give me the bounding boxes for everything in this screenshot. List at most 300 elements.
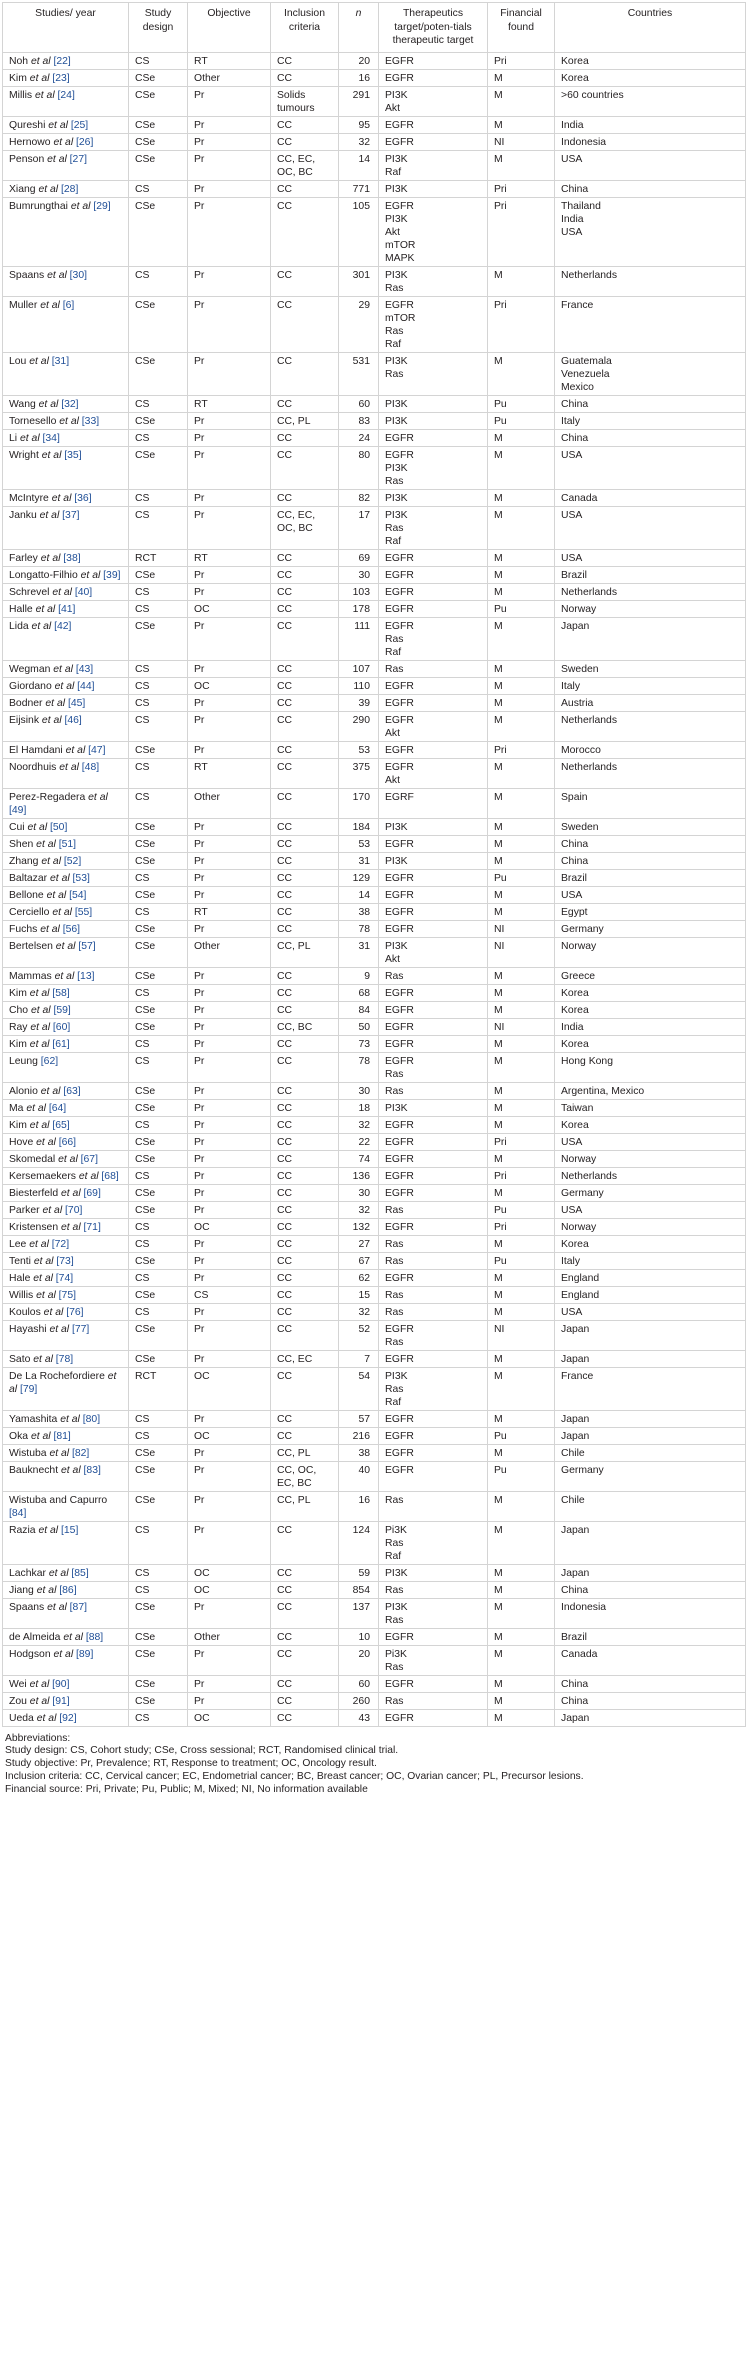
study-author: Bertelsen [9, 940, 53, 952]
reference-link[interactable]: [68] [101, 1170, 119, 1182]
table-row [3, 1628, 746, 1645]
reference-link[interactable]: [37] [62, 509, 80, 521]
target-item: Ras [385, 633, 404, 645]
study-et-al: et al [60, 1187, 81, 1199]
cell-design: RCT [129, 549, 188, 566]
study-et-al: et al [55, 940, 76, 952]
reference-link[interactable]: [40] [74, 586, 93, 598]
country-item: Sweden [561, 821, 599, 833]
reference-link[interactable]: [88] [85, 1631, 104, 1643]
target-item: PI3K [385, 1601, 408, 1613]
study-author: Shen [9, 838, 34, 850]
reference-link[interactable]: [82] [71, 1447, 90, 1459]
reference-link[interactable]: [79] [19, 1383, 38, 1395]
table-row [3, 1367, 746, 1410]
cell-study [3, 788, 129, 818]
cell-design: CS [129, 506, 188, 549]
cell-n: 260 [339, 1692, 379, 1709]
cell-inclusion: CC [271, 886, 339, 903]
cell-inclusion: CC [271, 296, 339, 352]
cell-design: CSe [129, 116, 188, 133]
country-item: Japan [561, 1524, 590, 1536]
study-author: Koulos [9, 1306, 41, 1318]
reference-link[interactable]: [44] [77, 680, 95, 692]
study-author: Zou [9, 1695, 27, 1707]
cell-financial: NI [488, 920, 555, 937]
study-author: Xiang [9, 183, 36, 195]
country-item: Germany [561, 923, 604, 935]
cell-objective: OC [188, 677, 271, 694]
cell-objective: Pr [188, 818, 271, 835]
reference-link[interactable]: [63] [63, 1085, 81, 1097]
table-row [3, 1001, 746, 1018]
cell-targets [379, 741, 488, 758]
cell-objective: Pr [188, 920, 271, 937]
study-et-al: et al [53, 663, 73, 675]
reference-link[interactable]: [61] [52, 1038, 70, 1050]
cell-targets [379, 1320, 488, 1350]
reference-link[interactable]: [55] [74, 906, 93, 918]
reference-link[interactable]: [91] [52, 1695, 70, 1707]
cell-objective: Pr [188, 566, 271, 583]
cell-design: CS [129, 180, 188, 197]
study-author: Baltazar [9, 872, 48, 884]
reference-link[interactable]: [92] [59, 1712, 77, 1724]
country-item: USA [561, 1204, 583, 1216]
study-author: Eijsink [9, 714, 40, 726]
cell-inclusion: CC [271, 489, 339, 506]
reference-link[interactable]: [31] [51, 355, 70, 367]
country-item: China [561, 183, 589, 195]
reference-link[interactable]: [56] [62, 923, 81, 935]
study-et-al: et al [50, 872, 70, 884]
cell-inclusion: CC [271, 1709, 339, 1726]
table-row [3, 903, 746, 920]
table-row [3, 1303, 746, 1320]
reference-link[interactable]: [15] [61, 1524, 79, 1536]
cell-study [3, 1133, 129, 1150]
cell-objective: Pr [188, 852, 271, 869]
table-row [3, 566, 746, 583]
target-item: Ras [385, 1255, 404, 1267]
cell-design: CSe [129, 1184, 188, 1201]
study-et-al: et al [36, 838, 56, 850]
target-item: PI3K [385, 213, 408, 225]
target-item: EGFR [385, 1038, 414, 1050]
country-item: Italy [561, 415, 581, 427]
country-item: Greece [561, 970, 596, 982]
cell-n: 22 [339, 1133, 379, 1150]
reference-link[interactable]: [58] [52, 987, 70, 999]
cell-inclusion: CC [271, 660, 339, 677]
target-item: EGFR [385, 569, 414, 581]
cell-financial: NI [488, 133, 555, 150]
cell-study [3, 395, 129, 412]
table-row [3, 1350, 746, 1367]
reference-link[interactable]: [72] [51, 1238, 70, 1250]
reference-link[interactable]: [35] [64, 449, 82, 461]
study-et-al: et al [51, 492, 72, 504]
table-row [3, 1675, 746, 1692]
target-item: Ras [385, 1584, 404, 1596]
cell-countries [555, 869, 746, 886]
cell-study [3, 69, 129, 86]
study-author: Ma [9, 1102, 24, 1114]
country-item: >60 countries [561, 89, 624, 101]
cell-n: 178 [339, 600, 379, 617]
cell-n: 59 [339, 1564, 379, 1581]
reference-link[interactable]: [60] [52, 1021, 71, 1033]
reference-link[interactable]: [49] [9, 804, 27, 816]
reference-link[interactable]: [22] [53, 55, 71, 67]
study-et-al: et al [45, 697, 66, 709]
study-et-al: et al [53, 1648, 74, 1660]
reference-link[interactable]: [26] [76, 136, 94, 148]
cell-objective: Pr [188, 1521, 271, 1564]
cell-financial: M [488, 352, 555, 395]
cell-design: CSe [129, 741, 188, 758]
cell-objective: Pr [188, 617, 271, 660]
cell-study [3, 1235, 129, 1252]
target-item: EGFR [385, 1187, 414, 1199]
cell-targets [379, 660, 488, 677]
target-item: EGFR [385, 680, 414, 692]
cell-financial: Pri [488, 296, 555, 352]
table-row [3, 1116, 746, 1133]
reference-link[interactable]: [38] [63, 552, 81, 564]
reference-link[interactable]: [78] [55, 1353, 74, 1365]
reference-link[interactable]: [66] [58, 1136, 77, 1148]
cell-countries [555, 1521, 746, 1564]
reference-link[interactable]: [47] [88, 744, 106, 756]
target-item: PI3K [385, 398, 408, 410]
reference-link[interactable]: [28] [61, 183, 79, 195]
reference-link[interactable]: [86] [59, 1584, 77, 1596]
reference-link[interactable]: [43] [75, 663, 94, 675]
target-item: PI3K [385, 1370, 408, 1382]
cell-n: 137 [339, 1598, 379, 1628]
country-item: Japan [561, 1567, 590, 1579]
cell-design: CS [129, 1167, 188, 1184]
reference-link[interactable]: [42] [54, 620, 72, 632]
target-item: PI3K [385, 855, 408, 867]
country-item: Korea [561, 1119, 589, 1131]
reference-link[interactable]: [36] [74, 492, 92, 504]
reference-link[interactable]: [59] [53, 1004, 71, 1016]
cell-objective: Pr [188, 1133, 271, 1150]
cell-countries [555, 1052, 746, 1082]
study-et-al: et al [63, 1631, 83, 1643]
study-et-al: et al [36, 1584, 57, 1596]
reference-link[interactable]: [62] [40, 1055, 59, 1067]
cell-inclusion: CC [271, 133, 339, 150]
study-et-al: et al [33, 1255, 54, 1267]
reference-link[interactable]: [51] [58, 838, 77, 850]
cell-countries [555, 1082, 746, 1099]
country-item: Venezuela [561, 368, 610, 380]
cell-n: 110 [339, 677, 379, 694]
reference-link[interactable]: [39] [103, 569, 121, 581]
target-item: EGFR [385, 620, 414, 632]
reference-link[interactable]: [30] [69, 269, 88, 281]
cell-design: CS [129, 1427, 188, 1444]
country-item: USA [561, 889, 583, 901]
reference-link[interactable]: [54] [69, 889, 87, 901]
cell-countries [555, 694, 746, 711]
cell-inclusion: CC [271, 835, 339, 852]
reference-link[interactable]: [33] [81, 415, 100, 427]
cell-objective: Pr [188, 967, 271, 984]
country-item: Netherlands [561, 761, 618, 773]
cell-targets [379, 1218, 488, 1235]
cell-study [3, 1320, 129, 1350]
cell-n: 74 [339, 1150, 379, 1167]
study-author: Lou [9, 355, 27, 367]
reference-link[interactable]: [71] [83, 1221, 101, 1233]
target-item: Raf [385, 338, 402, 350]
country-item: Sweden [561, 663, 599, 675]
cell-targets [379, 1675, 488, 1692]
table-row [3, 1564, 746, 1581]
study-author: Lachkar [9, 1567, 46, 1579]
cell-countries [555, 412, 746, 429]
cell-n: 132 [339, 1218, 379, 1235]
reference-link[interactable]: [73] [56, 1255, 74, 1267]
study-et-al: et al [33, 1272, 53, 1284]
country-item: Egypt [561, 906, 588, 918]
cell-n: 30 [339, 1184, 379, 1201]
reference-link[interactable]: [84] [9, 1507, 27, 1519]
cell-n: 170 [339, 788, 379, 818]
cell-financial: Pu [488, 869, 555, 886]
reference-link[interactable]: [53] [72, 872, 90, 884]
study-author: Cerciello [9, 906, 50, 918]
cell-financial: M [488, 835, 555, 852]
study-author: Wistuba and Capurro [9, 1494, 108, 1506]
reference-link[interactable]: [32] [61, 398, 79, 410]
study-et-al: et al [46, 889, 67, 901]
reference-link[interactable]: [41] [58, 603, 76, 615]
reference-link[interactable]: [89] [76, 1648, 94, 1660]
cell-design: CSe [129, 818, 188, 835]
table-row [3, 395, 746, 412]
cell-study [3, 412, 129, 429]
country-item: USA [561, 552, 583, 564]
cell-objective: Other [188, 1628, 271, 1645]
cell-financial: M [488, 116, 555, 133]
cell-study [3, 1491, 129, 1521]
reference-link[interactable]: [67] [80, 1153, 98, 1165]
target-item: Raf [385, 1396, 402, 1408]
cell-countries [555, 446, 746, 489]
cell-n: 60 [339, 395, 379, 412]
reference-link[interactable]: [80] [82, 1413, 101, 1425]
table-row [3, 429, 746, 446]
cell-financial: M [488, 1303, 555, 1320]
study-author: Noordhuis [9, 761, 57, 773]
cell-targets [379, 412, 488, 429]
cell-targets [379, 1082, 488, 1099]
study-et-al: et al [47, 269, 67, 281]
cell-financial: M [488, 266, 555, 296]
cell-study [3, 1082, 129, 1099]
cell-financial: M [488, 1350, 555, 1367]
study-author: Muller [9, 299, 38, 311]
reference-link[interactable]: [76] [66, 1306, 84, 1318]
cell-inclusion: CC [271, 446, 339, 489]
cell-objective: Pr [188, 86, 271, 116]
cell-targets [379, 296, 488, 352]
reference-link[interactable]: [81] [53, 1430, 71, 1442]
target-item: EGFR [385, 1221, 414, 1233]
country-item: India [561, 119, 584, 131]
study-author: Ueda [9, 1712, 34, 1724]
country-item: Germany [561, 1464, 604, 1476]
cell-n: 24 [339, 429, 379, 446]
country-item: Taiwan [561, 1102, 594, 1114]
table-row [3, 1286, 746, 1303]
study-et-al: et al [29, 355, 49, 367]
cell-study [3, 600, 129, 617]
reference-link[interactable]: [13] [77, 970, 95, 982]
reference-link[interactable]: [24] [57, 89, 75, 101]
cell-n: 78 [339, 920, 379, 937]
reference-link[interactable]: [74] [55, 1272, 74, 1284]
table-row [3, 741, 746, 758]
country-item: Japan [561, 1413, 590, 1425]
table-row [3, 758, 746, 788]
country-item: France [561, 1370, 594, 1382]
target-item: EGFR [385, 603, 414, 615]
reference-link[interactable]: [25] [70, 119, 89, 131]
table-row [3, 1184, 746, 1201]
country-item: Canada [561, 492, 598, 504]
study-et-al: et al [38, 398, 59, 410]
cell-inclusion: CC [271, 69, 339, 86]
table-row [3, 116, 746, 133]
cell-countries [555, 660, 746, 677]
cell-objective: Pr [188, 1410, 271, 1427]
cell-design: CS [129, 489, 188, 506]
cell-objective: Pr [188, 694, 271, 711]
reference-link[interactable]: [6] [62, 299, 75, 311]
cell-countries [555, 566, 746, 583]
country-item: USA [561, 226, 583, 238]
reference-link[interactable]: [46] [64, 714, 82, 726]
reference-link[interactable]: [70] [65, 1204, 83, 1216]
study-author: Tenti [9, 1255, 31, 1267]
cell-study [3, 1367, 129, 1410]
table-row [3, 617, 746, 660]
cell-design: CS [129, 788, 188, 818]
country-item: Chile [561, 1447, 585, 1459]
study-et-al: et al [30, 55, 51, 67]
reference-link[interactable]: [23] [52, 72, 70, 84]
cell-financial: M [488, 150, 555, 180]
country-item: England [561, 1289, 600, 1301]
reference-link[interactable]: [48] [81, 761, 100, 773]
cell-countries [555, 711, 746, 741]
cell-countries [555, 1675, 746, 1692]
cell-design: CS [129, 1035, 188, 1052]
cell-study [3, 1709, 129, 1726]
target-item: Ras [385, 325, 404, 337]
cell-n: 40 [339, 1461, 379, 1491]
cell-study [3, 1167, 129, 1184]
reference-link[interactable]: [57] [78, 940, 96, 952]
study-author: McIntyre [9, 492, 49, 504]
cell-targets [379, 429, 488, 446]
study-et-al: et al [54, 970, 75, 982]
cell-financial: M [488, 1035, 555, 1052]
reference-link[interactable]: [34] [42, 432, 60, 444]
target-item: PI3K [385, 821, 408, 833]
cell-n: 290 [339, 711, 379, 741]
cell-targets [379, 1052, 488, 1082]
cell-countries [555, 1099, 746, 1116]
cell-objective: Pr [188, 1184, 271, 1201]
target-item: Ras [385, 1289, 404, 1301]
reference-link[interactable]: [90] [52, 1678, 70, 1690]
cell-objective: Pr [188, 711, 271, 741]
cell-financial: M [488, 1184, 555, 1201]
cell-objective: OC [188, 1581, 271, 1598]
cell-inclusion: CC [271, 1692, 339, 1709]
reference-link[interactable]: [75] [58, 1289, 77, 1301]
reference-link[interactable]: [87] [69, 1601, 88, 1613]
country-item: Korea [561, 1004, 589, 1016]
reference-link[interactable]: [52] [63, 855, 82, 867]
reference-link[interactable]: [85] [71, 1567, 89, 1579]
cell-design: CS [129, 694, 188, 711]
reference-link[interactable]: [83] [83, 1464, 101, 1476]
cell-financial: M [488, 1692, 555, 1709]
table-footnotes [2, 1727, 745, 1797]
reference-link[interactable]: [29] [93, 200, 111, 212]
cell-inclusion: CC [271, 1184, 339, 1201]
reference-link[interactable]: [69] [83, 1187, 101, 1199]
reference-link[interactable]: [77] [71, 1323, 90, 1335]
cell-inclusion: CC [271, 116, 339, 133]
study-author: Kim [9, 1119, 27, 1131]
reference-link[interactable]: [65] [52, 1119, 70, 1131]
reference-link[interactable]: [64] [48, 1102, 67, 1114]
cell-objective: OC [188, 1367, 271, 1410]
cell-objective: Pr [188, 1269, 271, 1286]
study-author: Yamashita [9, 1413, 58, 1425]
reference-link[interactable]: [27] [69, 153, 88, 165]
target-item: EGFR [385, 136, 414, 148]
cell-countries [555, 1444, 746, 1461]
table-row [3, 1410, 746, 1427]
study-et-al: et al [60, 1221, 81, 1233]
cell-inclusion: CC, BC [271, 1018, 339, 1035]
country-item: China [561, 1678, 589, 1690]
cell-targets [379, 1001, 488, 1018]
cell-objective: Pr [188, 1082, 271, 1099]
cell-objective: RT [188, 52, 271, 69]
reference-link[interactable]: [50] [50, 821, 68, 833]
cell-n: 136 [339, 1167, 379, 1184]
cell-study [3, 1303, 129, 1320]
cell-n: 27 [339, 1235, 379, 1252]
reference-link[interactable]: [45] [67, 697, 86, 709]
cell-design: CS [129, 677, 188, 694]
cell-countries [555, 1564, 746, 1581]
cell-design: CS [129, 1709, 188, 1726]
cell-study [3, 1252, 129, 1269]
cell-objective: Other [188, 788, 271, 818]
